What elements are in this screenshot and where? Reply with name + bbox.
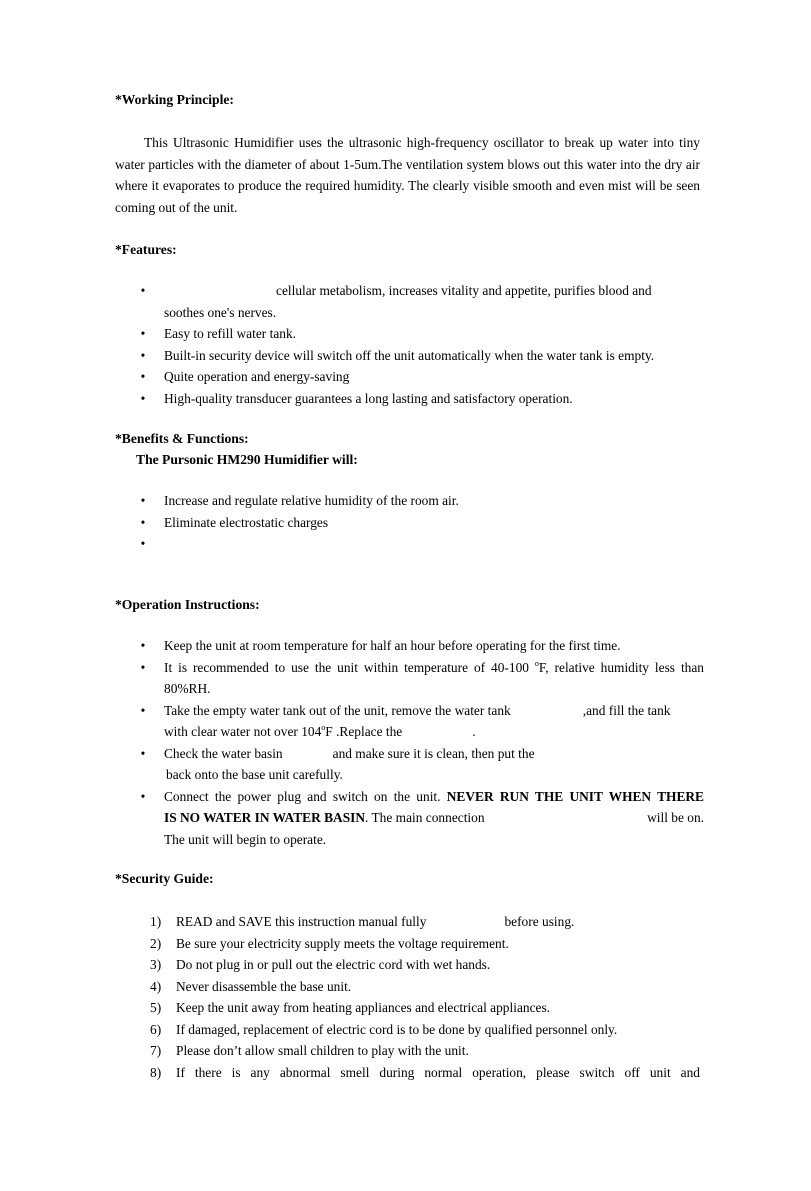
item-number: 7) [150, 1043, 162, 1058]
operation-5-part-a: Connect the power plug and switch on the unit. [164, 788, 441, 804]
operation-5-part-c: will be on. [647, 810, 704, 825]
feature-5: High-quality transducer guarantees a long lasting and satisfactory operation. [164, 390, 573, 406]
operation-4-line2: back onto the base unit carefully. [166, 767, 343, 782]
list-item [137, 345, 704, 367]
security-6: If damaged, replacement of electric cord is to be done by qualified personnel only. [176, 1021, 618, 1037]
bullet-icon: • [140, 536, 146, 551]
item-number: 4) [150, 978, 162, 994]
bullet-icon: • [140, 326, 146, 341]
bullet-icon: • [140, 659, 146, 675]
operation-2-part-b: F, relative humidity less than [538, 659, 704, 675]
security-list [150, 911, 700, 1083]
list-item [150, 997, 700, 1019]
working-principle-paragraph [115, 132, 700, 218]
bullet-icon: • [140, 788, 146, 804]
working-principle-heading: *Working Principle: [115, 92, 234, 107]
features-list [137, 280, 704, 409]
operation-3-line2 [164, 721, 704, 743]
bullet-icon: • [140, 493, 146, 508]
item-number: 5) [150, 1000, 162, 1015]
security-8: If there is any abnormal smell during normal operation, please switch off unit and [176, 1064, 700, 1080]
operation-3-part-e: . [472, 724, 476, 739]
operation-5-line3: The unit will begin to operate. [164, 831, 327, 847]
list-item [137, 512, 704, 534]
operation-4-part-b: and make sure it is clean, then put the [332, 745, 535, 761]
list-item [150, 911, 700, 933]
list-item [137, 743, 704, 786]
feature-3: Built-in security device will switch off the unit automatically when the water tank is empty. [164, 347, 655, 363]
list-item [137, 490, 704, 512]
bullet-icon: • [140, 283, 146, 298]
warning-text-2: IS NO WATER IN WATER BASIN [164, 810, 366, 825]
security-heading: *Security Guide: [115, 871, 214, 886]
list-item [137, 700, 704, 743]
list-item [150, 1019, 700, 1041]
security-3: Do not plug in or pull out the electric cord with wet hands. [176, 957, 491, 972]
operation-2-line1 [164, 657, 704, 679]
security-4: Never disassemble the base unit. [176, 978, 352, 994]
item-number: 2) [150, 935, 162, 951]
benefit-2: Eliminate electrostatic charges [164, 514, 329, 530]
warning-text-1: NEVER RUN THE UNIT WHEN THERE [446, 788, 704, 804]
list-item [150, 1040, 700, 1062]
security-7: Please don’t allow small children to play with the unit. [176, 1043, 469, 1058]
list-item [150, 976, 700, 998]
operation-2-part-a: It is recommended to use the unit within temperature of 40-100 [164, 659, 529, 675]
operation-5-line2 [164, 807, 704, 829]
feature-4: Quite operation and energy-saving [164, 369, 350, 384]
operation-heading: *Operation Instructions: [115, 597, 260, 612]
operation-1: Keep the unit at room temperature for half an hour before operating for the first time. [164, 638, 621, 653]
security-1-part-a: READ and SAVE this instruction manual fully [176, 914, 427, 929]
operation-3-part-c: with clear water not over 104 [164, 724, 322, 739]
security-1-part-b: before using. [504, 914, 575, 929]
list-item [150, 954, 700, 976]
item-number: 3) [150, 957, 162, 972]
operation-3-part-b: ,and fill the tank [582, 702, 671, 718]
bullet-icon: • [140, 390, 146, 406]
bullet-icon: • [140, 702, 146, 718]
degree-sign: o [321, 723, 326, 732]
list-item [150, 1062, 700, 1084]
benefits-list [137, 490, 704, 555]
operation-2-line2: 80%RH. [164, 681, 211, 696]
operation-list [137, 635, 704, 850]
bullet-icon: • [140, 638, 146, 653]
operation-4-part-a: Check the water basin [164, 745, 283, 761]
list-item [150, 933, 700, 955]
list-item [137, 280, 704, 323]
feature-1-line1: cellular metabolism, increases vitality and appetite, purifies blood and [276, 283, 652, 298]
feature-1-line2: soothes one's nerves. [164, 304, 277, 320]
list-item [137, 533, 704, 555]
security-5: Keep the unit away from heating appliances and electrical appliances. [176, 1000, 551, 1015]
list-item [137, 635, 704, 657]
feature-2: Easy to refill water tank. [164, 326, 296, 341]
benefits-heading: *Benefits & Functions: [115, 431, 249, 446]
list-item [137, 388, 704, 410]
operation-3-part-a: Take the empty water tank out of the unit, remove the water tank [164, 702, 511, 718]
operation-5-line1 [164, 786, 704, 808]
item-number: 8) [150, 1064, 162, 1080]
degree-sign: o [534, 658, 539, 668]
benefits-subheading: The Pursonic HM290 Humidifier will: [136, 452, 358, 467]
item-number: 6) [150, 1021, 162, 1037]
operation-5-part-b: . The main connection [365, 810, 485, 825]
working-principle-text: This Ultrasonic Humidifier uses the ultrasonic high-frequency oscillator to break up water into tiny water particles with the diameter of about 1-5um.The ventilation system blows out this water into the dry air where it evaporates to produce the required humidity. The clearly visible smooth and even mist will be seen coming out of the unit. [115, 135, 700, 215]
bullet-icon: • [140, 369, 146, 384]
list-item [137, 786, 704, 851]
features-heading: *Features: [115, 242, 177, 257]
bullet-icon: • [140, 745, 146, 761]
item-number: 1) [150, 914, 162, 929]
list-item [137, 657, 704, 700]
operation-3-line1 [164, 700, 704, 722]
operation-3-part-d: F .Replace the [325, 724, 403, 739]
bullet-icon: • [140, 514, 146, 530]
list-item [137, 366, 704, 388]
benefit-1: Increase and regulate relative humidity of the room air. [164, 493, 459, 508]
security-2: Be sure your electricity supply meets the voltage requirement. [176, 935, 509, 951]
list-item [137, 323, 704, 345]
operation-4-line1 [164, 743, 704, 765]
bullet-icon: • [140, 347, 146, 363]
